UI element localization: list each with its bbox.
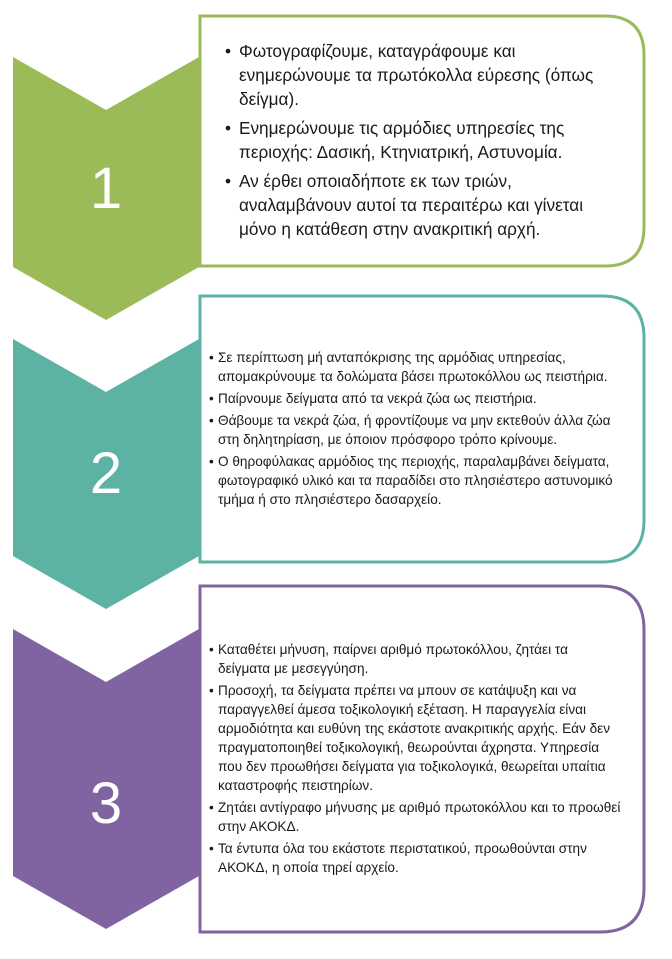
step-1-bullet-list [225,39,613,246]
step-1-box [203,20,639,265]
step-2-bullet: • Θάβουμε τα νεκρά ζώα, ή φροντίζουμε να μην εκτεθούν άλλα ζώα στη δηλητηρίαση, με όποιον πρόσφορο τρόπο κρίνουμε. [209,411,621,449]
step-1-number: 1 [89,156,123,221]
step-2-number: 2 [89,441,123,506]
step-2-bullet-list [209,348,621,512]
step-1-bullet: • Ενημερώνουμε τις αρμόδιες υπηρεσίες της περιοχής: Δασική, Κτηνιατρική, Αστυνομία. [225,116,613,164]
step-2-bullet: • Ο θηροφύλακας αρμόδιος της περιοχής, παραλαμβάνει δείγματα, φωτογραφικό υλικό και τα παραδίδει στο πλησιέστερο αστυνομικό τμήμα ή στο πλησιέστερο δασαρχείο. [209,452,621,509]
step-2-bullet: • Σε περίπτωση μή ανταπόκρισης της αρμόδιας υπηρεσίας, απομακρύνουμε τα δολώματα βάσει πρωτοκόλλου ως πειστήρια. [209,348,621,386]
step-2-box [203,299,639,560]
step-1-bullet: • Φωτογραφίζουμε, καταγράφουμε και ενημερώνουμε τα πρωτόκολλα εύρεσης (όπως δείγμα). [225,39,613,111]
step-2-bullet: • Παίρνουμε δείγματα από τα νεκρά ζώα ως πειστήρια. [209,389,621,408]
step-3-bullet-list [209,640,623,880]
step-3-bullet: • Καταθέτει μήνυση, παίρνει αριθμό πρωτοκόλλου, ζητάει τα δείγματα με μεσεγγύηση. [209,640,623,678]
step-3-number: 3 [89,771,123,836]
step-3-box [203,590,639,930]
step-3-bullet: • Τα έντυπα όλα του εκάστοτε περιστατικού, προωθούνται στην ΑΚΟΚΔ, η οποία τηρεί αρχείο. [209,839,623,877]
step-3-bullet: • Ζητάει αντίγραφο μήνυσης με αριθμό πρωτοκόλλου και το προωθεί στην ΑΚΟΚΔ. [209,798,623,836]
step-3-bullet: • Προσοχή, τα δείγματα πρέπει να μπουν σε κατάψυξη και να παραγγελθεί άμεσα τοξικολογική εξέταση. Η παραγγελία είναι αρμοδιότητα και ευθύνη της εκάστοτε ανακριτικής αρχής. Εάν δεν πραγματοποιηθεί τοξικολογική, θεωρούνται άχρηστα. Υπηρεσία που δεν προωθήσει δείγματα για τοξικολογικά, θεωρείται υπαίτια καταστροφής πειστηρίων. [209,681,623,795]
step-1-bullet: • Αν έρθει οποιαδήποτε εκ των τριών, αναλαμβάνουν αυτοί τα περαιτέρω και γίνεται μόνο η κατάθεση στην ανακριτική αρχή. [225,169,613,241]
